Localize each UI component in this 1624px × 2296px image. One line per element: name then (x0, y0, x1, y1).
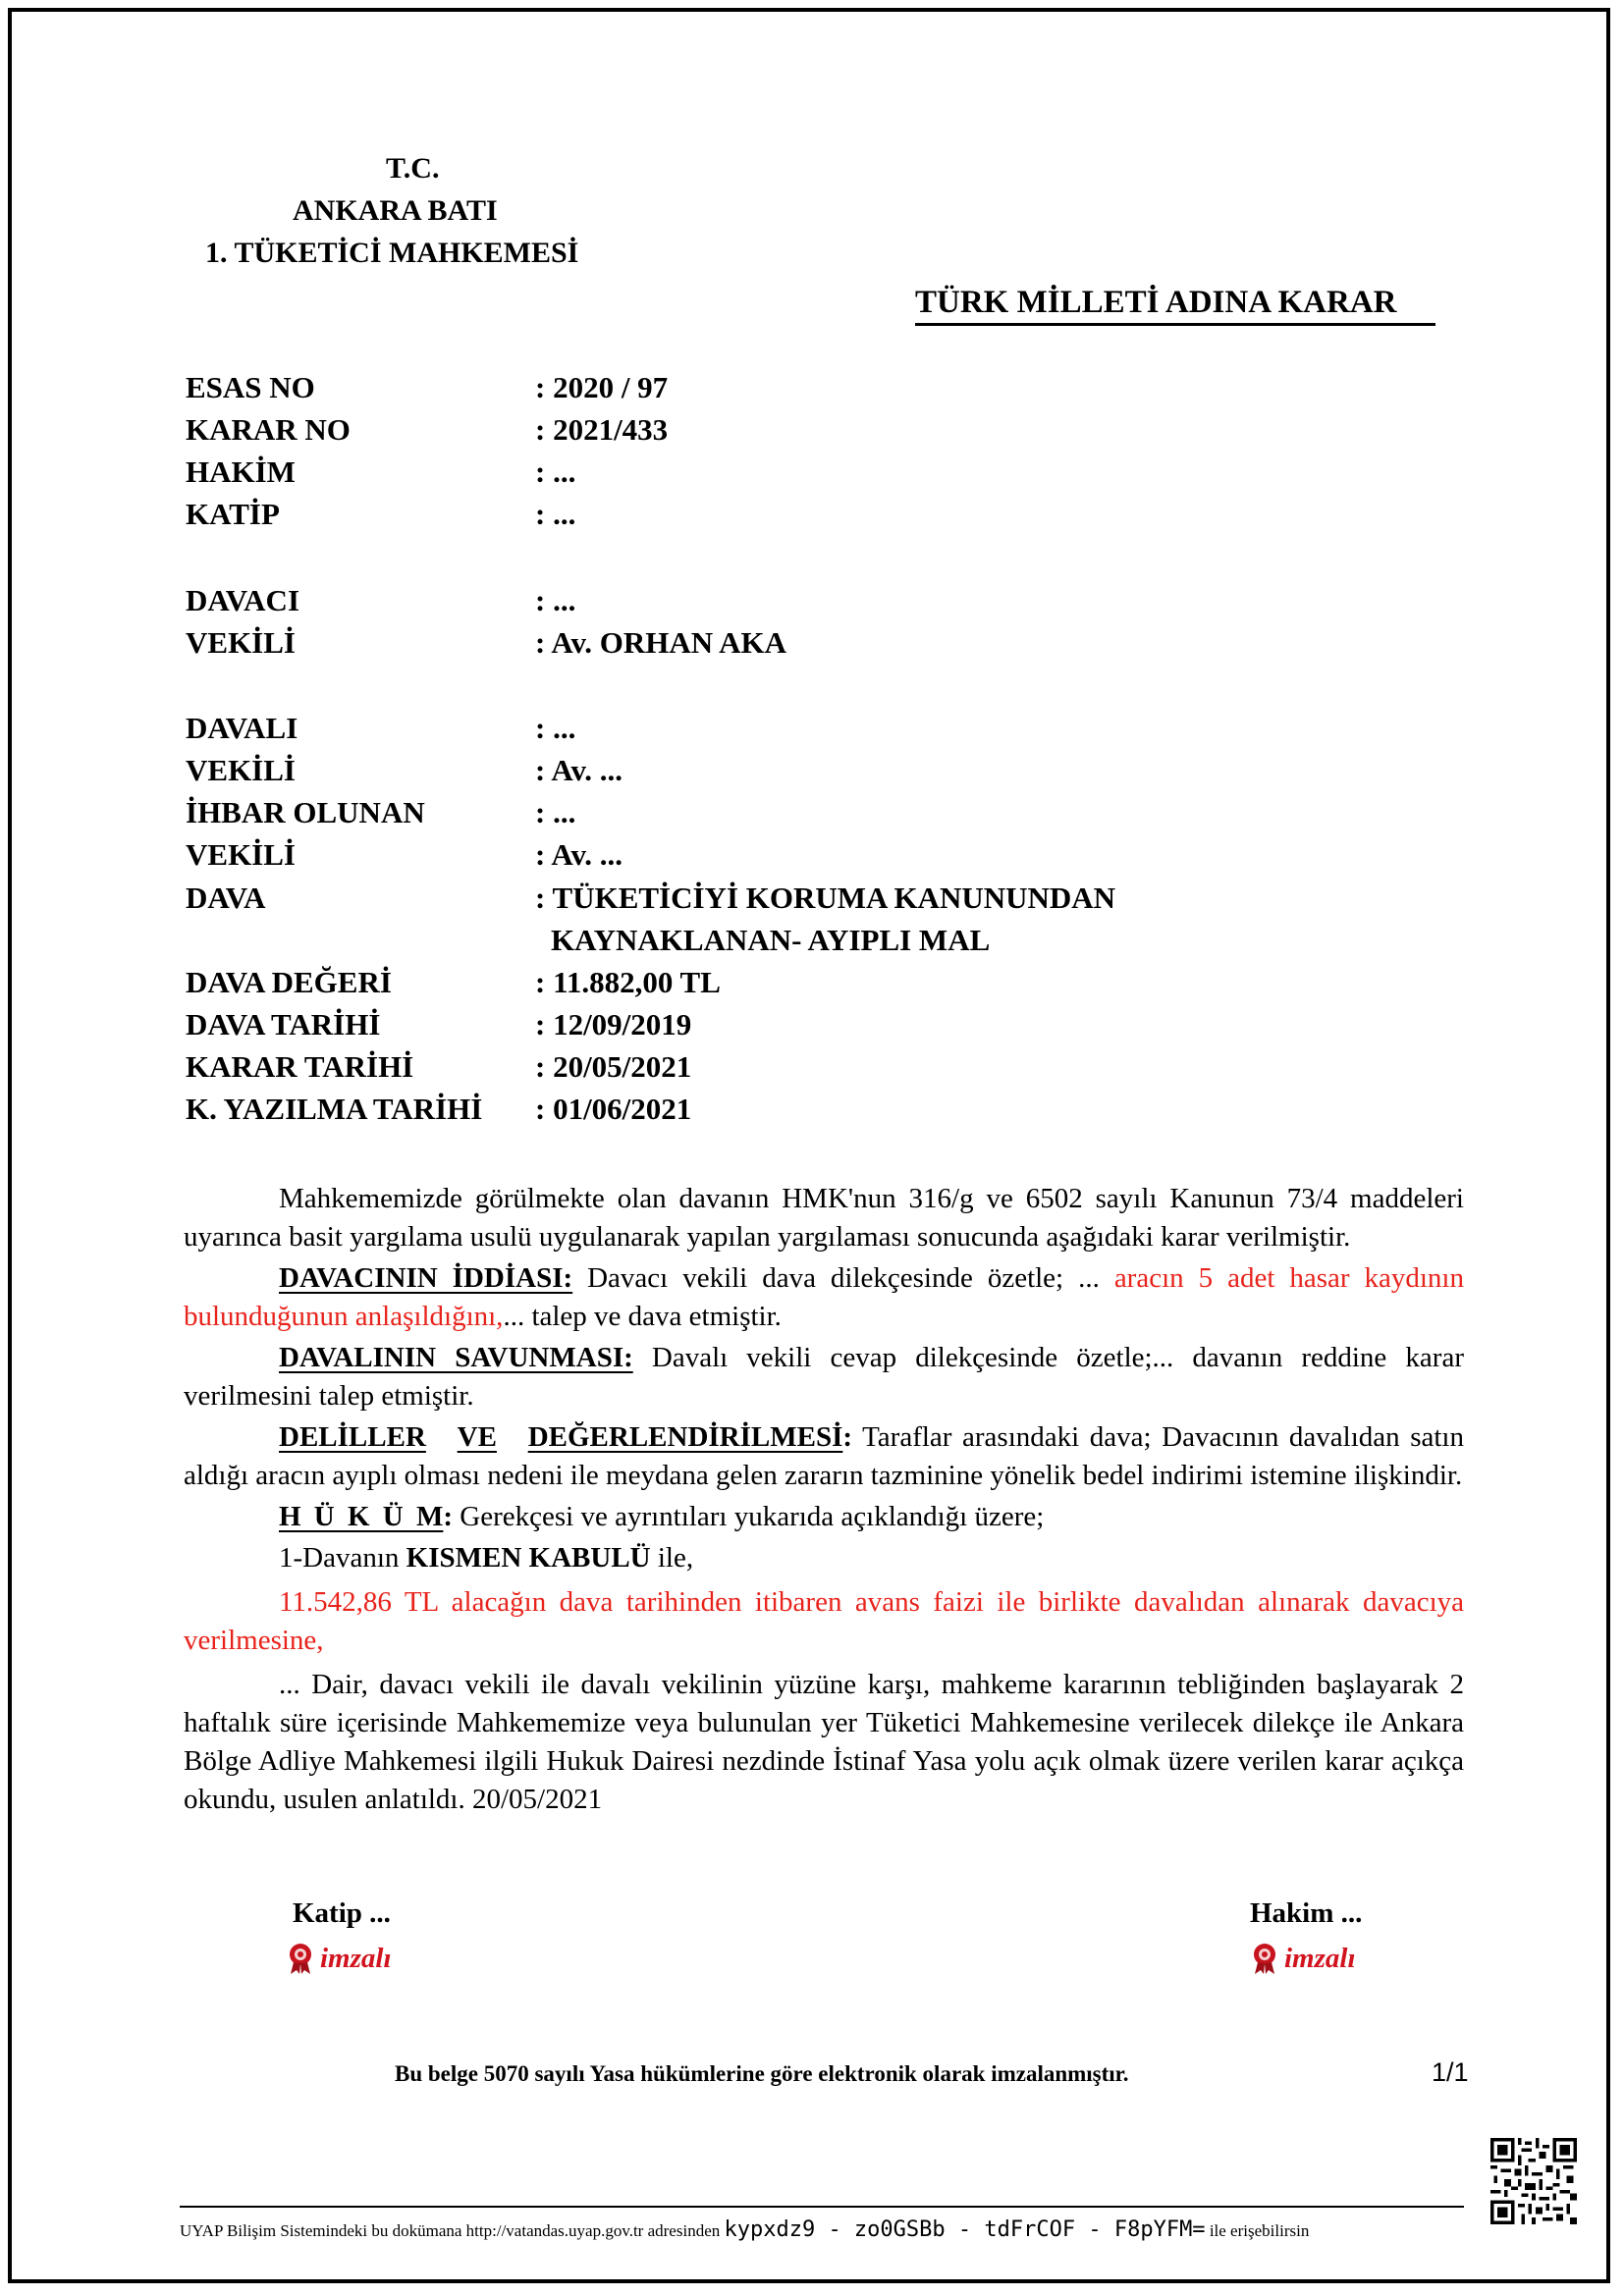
e-signature-seal-icon (1249, 1942, 1280, 1975)
info-label-karar-no: KARAR NO (186, 412, 351, 447)
judge-signed-text: imzalı (1284, 1943, 1356, 1974)
evidence-colon: : (842, 1421, 853, 1453)
uyap-suffix: ile erişebilirsin (1205, 2221, 1310, 2240)
claim-text-1: Davacı vekili dava dilekçesinde özetle; ... (572, 1262, 1114, 1294)
qr-code-icon[interactable] (1490, 2138, 1577, 2224)
item1-paragraph (184, 1539, 1464, 1577)
info-label-davali: DAVALI (186, 711, 298, 745)
closing-paragraph: ... Dair, davacı vekili ile davalı vekilinin yüzüne karşı, mahkeme kararının tebliğinden başlayarak 2 haftalık süre içerisinde Mahkememize veya bulunulan yer Tüketici Mahkemesine verilecek dilekçe ile Ankara Bölge Adliye Mahkemesi ilgili Hukuk Dairesi nezdinde İstinaf Yasa yolu açık olmak üzere verilen karar açıkça okundu, usulen anlatıldı. 20/05/2021 (184, 1669, 1464, 1815)
judge-signed-stamp (1249, 1942, 1356, 1975)
info-label-ihbar-olunan: İHBAR OLUNAN (186, 795, 425, 829)
info-value-dava-tarihi: : 12/09/2019 (535, 1007, 692, 1041)
item1-bold: KISMEN KABULÜ (406, 1542, 651, 1574)
info-value-katip: : ... (535, 497, 576, 531)
e-signature-seal-icon (285, 1942, 316, 1975)
uyap-access-code: kypxdz9 - zo0GSBb - tdFrCOF - F8pYFM= (724, 2217, 1206, 2242)
clerk-signature-label: Katip ... (293, 1897, 391, 1929)
info-label-dava: DAVA (186, 881, 266, 915)
verdict-paragraph (184, 1498, 1464, 1536)
footer-rule (180, 2206, 1464, 2208)
header-court: 1. TÜKETİCİ MAHKEMESİ (205, 237, 579, 269)
info-label-katip: KATİP (186, 497, 280, 531)
page-number: 1/1 (1432, 2057, 1469, 2087)
info-value-karar-tarihi: : 20/05/2021 (535, 1049, 692, 1084)
info-label-esas-no: ESAS NO (186, 370, 315, 404)
info-value-esas-no: : 2020 / 97 (535, 370, 669, 404)
decision-title: TÜRK MİLLETİ ADINA KARAR (915, 285, 1397, 320)
uyap-prefix: UYAP Bilişim Sistemindeki bu dokümana http://vatandas.uyap.gov.tr adresinden (180, 2221, 725, 2240)
info-label-hakim: HAKİM (186, 454, 296, 489)
info-label-dava-tarihi: DAVA TARİHİ (186, 1007, 381, 1041)
clerk-signed-text: imzalı (320, 1943, 392, 1974)
info-value-ihbar-olunan: : ... (535, 795, 576, 829)
verdict-text: Gerekçesi ve ayrıntıları yukarıda açıklandığı üzere; (453, 1501, 1045, 1532)
header-city: ANKARA BATI (293, 194, 498, 227)
item1-red-paragraph: 11.542,86 TL alacağın dava tarihinden itibaren avans faizi ile birlikte davalıdan alınarak davacıya verilmesine, (184, 1586, 1464, 1656)
decision-body (184, 1180, 1464, 1819)
judge-signature-label: Hakim ... (1250, 1897, 1363, 1929)
evidence-heading-2: VE (457, 1421, 497, 1453)
clerk-signed-stamp (285, 1942, 392, 1975)
defense-heading: DAVALININ SAVUNMASI: (279, 1342, 633, 1373)
info-label-davaci: DAVACI (186, 583, 300, 617)
info-value-davaci: : ... (535, 583, 576, 617)
item1-suffix: ile, (650, 1542, 694, 1574)
info-value-ihbar-vekili: : Av. ... (535, 837, 623, 872)
defense-text: Davalı vekili cevap dilekçesinde özetle;... davanın reddine karar verilmesini talep etmiştir. (184, 1342, 1464, 1412)
evidence-heading-1: DELİLLER (279, 1421, 426, 1453)
intro-paragraph: Mahkememizde görülmekte olan davanın HMK'nun 316/g ve 6502 sayılı Kanunun 73/4 maddeleri uyarınca basit yargılama usulü uygulanarak yapılan yargılaması sonucunda aşağıdaki karar verilmiştir. (184, 1183, 1464, 1253)
verdict-colon: : (443, 1501, 454, 1532)
info-value-yazilma-tarihi: : 01/06/2021 (535, 1092, 692, 1126)
defense-paragraph (184, 1339, 1464, 1415)
evidence-paragraph (184, 1418, 1464, 1495)
info-label-yazilma-tarihi: K. YAZILMA TARİHİ (186, 1092, 483, 1126)
info-label-ihbar-vekili: VEKİLİ (186, 837, 296, 872)
info-value-dava-cont: KAYNAKLANAN- AYIPLI MAL (551, 923, 991, 957)
info-value-karar-no: : 2021/433 (535, 412, 669, 447)
info-value-davali: : ... (535, 711, 576, 745)
evidence-heading-3: DEĞERLENDİRİLMESİ (527, 1421, 843, 1453)
info-label-karar-tarihi: KARAR TARİHİ (186, 1049, 414, 1084)
title-underline (915, 323, 1435, 326)
e-signature-note: Bu belge 5070 sayılı Yasa hükümlerine göre elektronik olarak imzalanmıştır. (395, 2061, 1129, 2086)
claim-heading: DAVACININ İDDİASI: (279, 1262, 573, 1294)
claim-text-2: ... talep ve dava etmiştir. (503, 1301, 782, 1332)
uyap-access-line (180, 2217, 1309, 2242)
item1-prefix: 1-Davanın (279, 1542, 406, 1574)
info-value-davaci-vekili: : Av. ORHAN AKA (535, 625, 787, 660)
info-value-davali-vekili: : Av. ... (535, 753, 623, 787)
info-label-davali-vekili: VEKİLİ (186, 753, 296, 787)
claim-paragraph (184, 1259, 1464, 1336)
verdict-heading: H Ü K Ü M (279, 1501, 444, 1532)
info-value-hakim: : ... (535, 454, 576, 489)
info-value-dava-degeri: : 11.882,00 TL (535, 965, 721, 999)
info-label-dava-degeri: DAVA DEĞERİ (186, 965, 392, 999)
header-tc: T.C. (386, 152, 440, 185)
info-label-davaci-vekili: VEKİLİ (186, 625, 296, 660)
evidence-text: Taraflar arasındaki dava; Davacının davalıdan satın aldığı aracın ayıplı olması nedeni ile meydana gelen zararın tazminine yönelik bedel indirimi istemine ilişkindir. (184, 1421, 1464, 1491)
info-value-dava: : TÜKETİCİYİ KORUMA KANUNUNDAN (535, 881, 1116, 915)
page-frame (8, 8, 1610, 2283)
claim-red-text: aracın 5 adet hasar kaydının bulunduğunun anlaşıldığını, (184, 1262, 1464, 1332)
